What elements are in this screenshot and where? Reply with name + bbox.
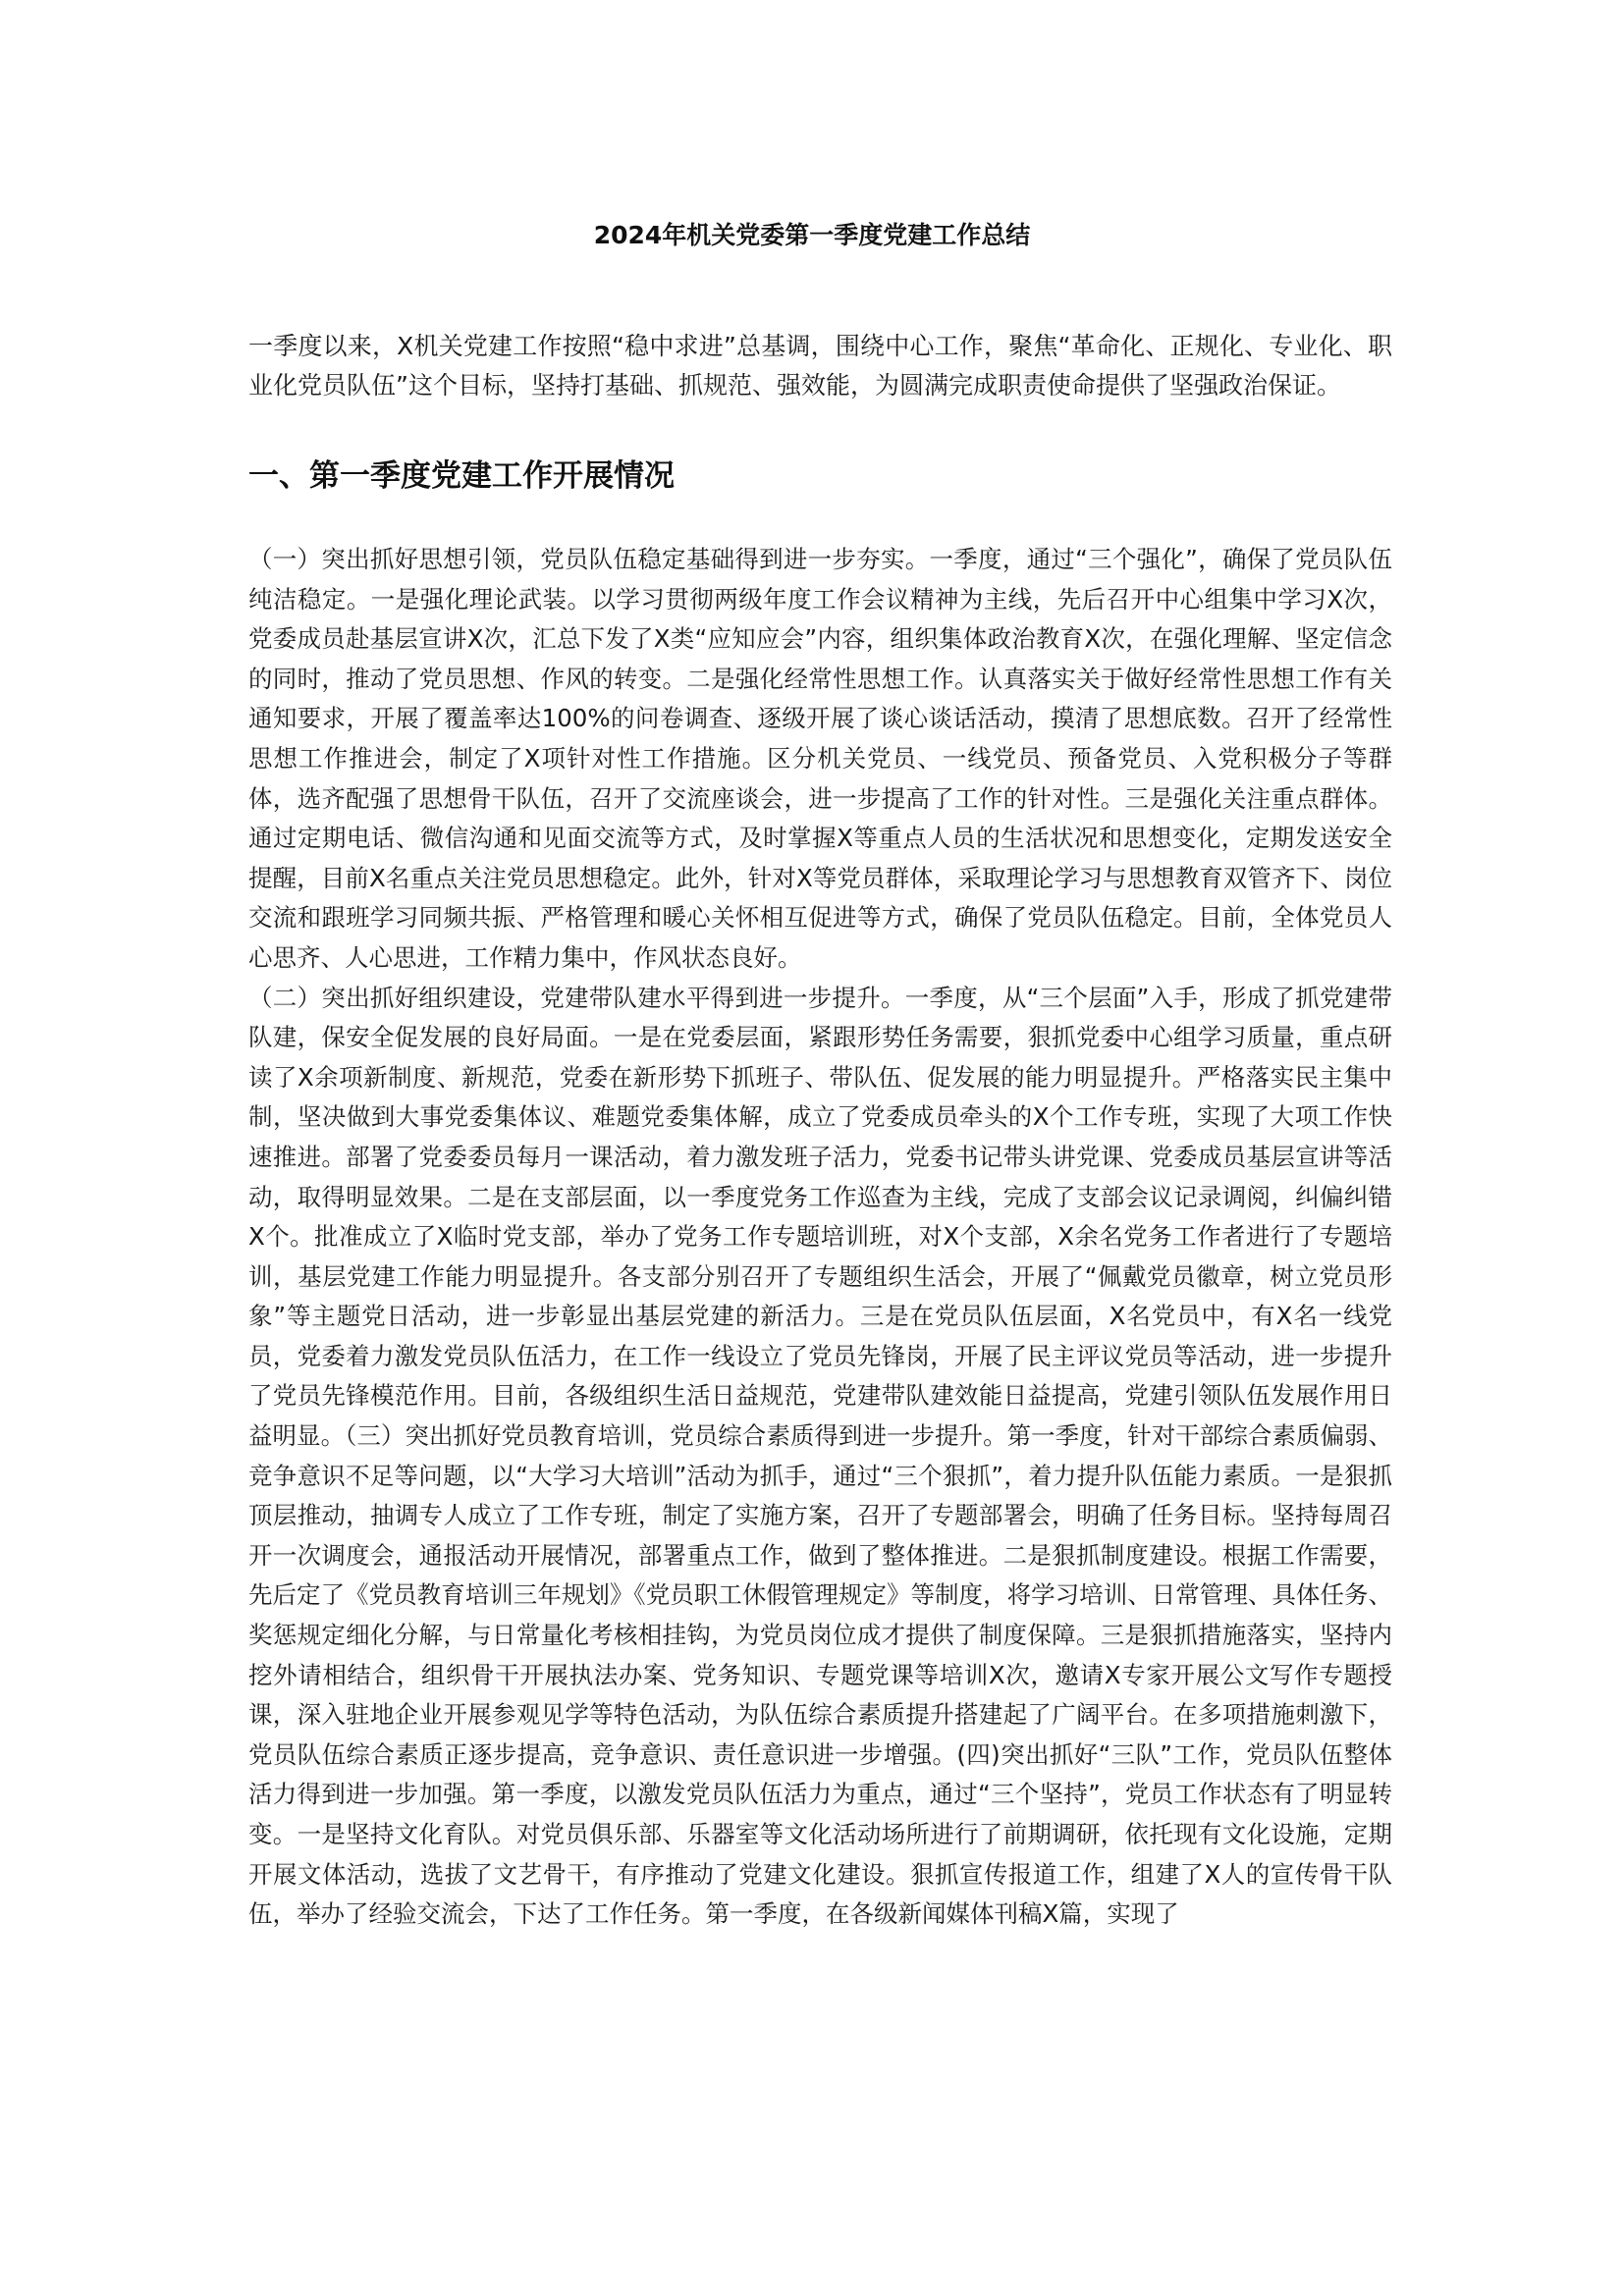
body-paragraph-1: （一）突出抓好思想引领，党员队伍稳定基础得到进一步夯实。一季度，通过“三个强化”，确保了党员队伍纯洁稳定。一是强化理论武装。以学习贯彻两级年度工作会议精神为主线，先后召开中心组集中学习X次，党委成员赴基层宣讲X次，汇总下发了X类“应知应会”内容，组织集体政治教育X次，在强化理解、坚定信念的同时，推动了党员思想、作风的转变。二是强化经常性思想工作。认真落实关于做好经常性思想工作有关通知要求，开展了覆盖率达100%的问卷调查、逐级开展了谈心谈话活动，摸清了思想底数。召开了经常性思想工作推进会，制定了X项针对性工作措施。区分机关党员、一线党员、预备党员、入党积极分子等群体，选齐配强了思想骨干队伍，召开了交流座谈会，进一步提高了工作的针对性。三是强化关注重点群体。通过定期电话、微信沟通和见面交流等方式，及时掌握X等重点人员的生活状况和思想变化，定期发送安全提醒，目前X名重点关注党员思想稳定。此外，针对X等党员群体，采取理论学习与思想教育双管齐下、岗位交流和跟班学习同频共振、严格管理和暖心关怀相互促进等方式，确保了党员队伍稳定。目前，全体党员人心思齐、人心思进，工作精力集中，作风状态良好。 xyxy=(248,545,1392,972)
body-text xyxy=(248,540,1392,1935)
section-heading: 一、第一季度党建工作开展情况 xyxy=(248,458,675,494)
body-paragraph-2: （二）突出抓好组织建设，党建带队建水平得到进一步提升。一季度，从“三个层面”入手，形成了抓党建带队建，保安全促发展的良好局面。一是在党委层面，紧跟形势任务需要，狠抓党委中心组学习质量，重点研读了X余项新制度、新规范，党委在新形势下抓班子、带队伍、促发展的能力明显提升。严格落实民主集中制，坚决做到大事党委集体议、难题党委集体解，成立了党委成员牵头的X个工作专班，实现了大项工作快速推进。部署了党委委员每月一课活动，着力激发班子活力，党委书记带头讲党课、党委成员基层宣讲等活动，取得明显效果。二是在支部层面，以一季度党务工作巡查为主线，完成了支部会议记录调阅，纠偏纠错X个。批准成立了X临时党支部，举办了党务工作专题培训班，对X个支部，X余名党务工作者进行了专题培训，基层党建工作能力明显提升。各支部分别召开了专题组织生活会，开展了“佩戴党员徽章，树立党员形象”等主题党日活动，进一步彰显出基层党建的新活力。三是在党员队伍层面，X名党员中，有X名一线党员，党委着力激发党员队伍活力，在工作一线设立了党员先锋岗，开展了民主评议党员等活动，进一步提升了党员先锋模范作用。目前，各级组织生活日益规范，党建带队建效能日益提高，党建引领队伍发展作用日益明显。（三）突出抓好党员教育培训，党员综合素质得到进一步提升。第一季度，针对干部综合素质偏弱、竞争意识不足等问题，以“大学习大培训”活动为抓手，通过“三个狠抓”，着力提升队伍能力素质。一是狠抓顶层推动，抽调专人成立了工作专班，制定了实施方案，召开了专题部署会，明确了任务目标。坚持每周召开一次调度会，通报活动开展情况，部署重点工作，做到了整体推进。二是狠抓制度建设。根据工作需要，先后定了《党员教育培训三年规划》《党员职工休假管理规定》等制度，将学习培训、日常管理、具体任务、奖惩规定细化分解，与日常量化考核相挂钩，为党员岗位成才提供了制度保障。三是狠抓措施落实，坚持内挖外请相结合，组织骨干开展执法办案、党务知识、专题党课等培训X次，邀请X专家开展公文写作专题授课，深入驻地企业开展参观见学等特色活动，为队伍综合素质提升搭建起了广阔平台。在多项措施刺激下，党员队伍综合素质正逐步提高，竞争意识、责任意识进一步增强。(四)突出抓好“三队”工作，党员队伍整体活力得到进一步加强。第一季度，以激发党员队伍活力为重点，通过“三个坚持”，党员工作状态有了明显转变。一是坚持文化育队。对党员俱乐部、乐器室等文化活动场所进行了前期调研，依托现有文化设施，定期开展文体活动，选拔了文艺骨干，有序推动了党建文化建设。狠抓宣传报道工作，组建了X人的宣传骨干队伍，举办了经验交流会，下达了工作任务。第一季度，在各级新闻媒体刊稿X篇，实现了 xyxy=(248,983,1392,1929)
document-title: 2024年机关党委第一季度党建工作总结 xyxy=(593,221,1031,249)
intro-paragraph: 一季度以来，X机关党建工作按照“稳中求进”总基调，围绕中心工作，聚焦“革命化、正规化、专业化、职业化党员队伍”这个目标，坚持打基础、抓规范、强效能，为圆满完成职责使命提供了坚强政治保证。 xyxy=(248,332,1392,400)
